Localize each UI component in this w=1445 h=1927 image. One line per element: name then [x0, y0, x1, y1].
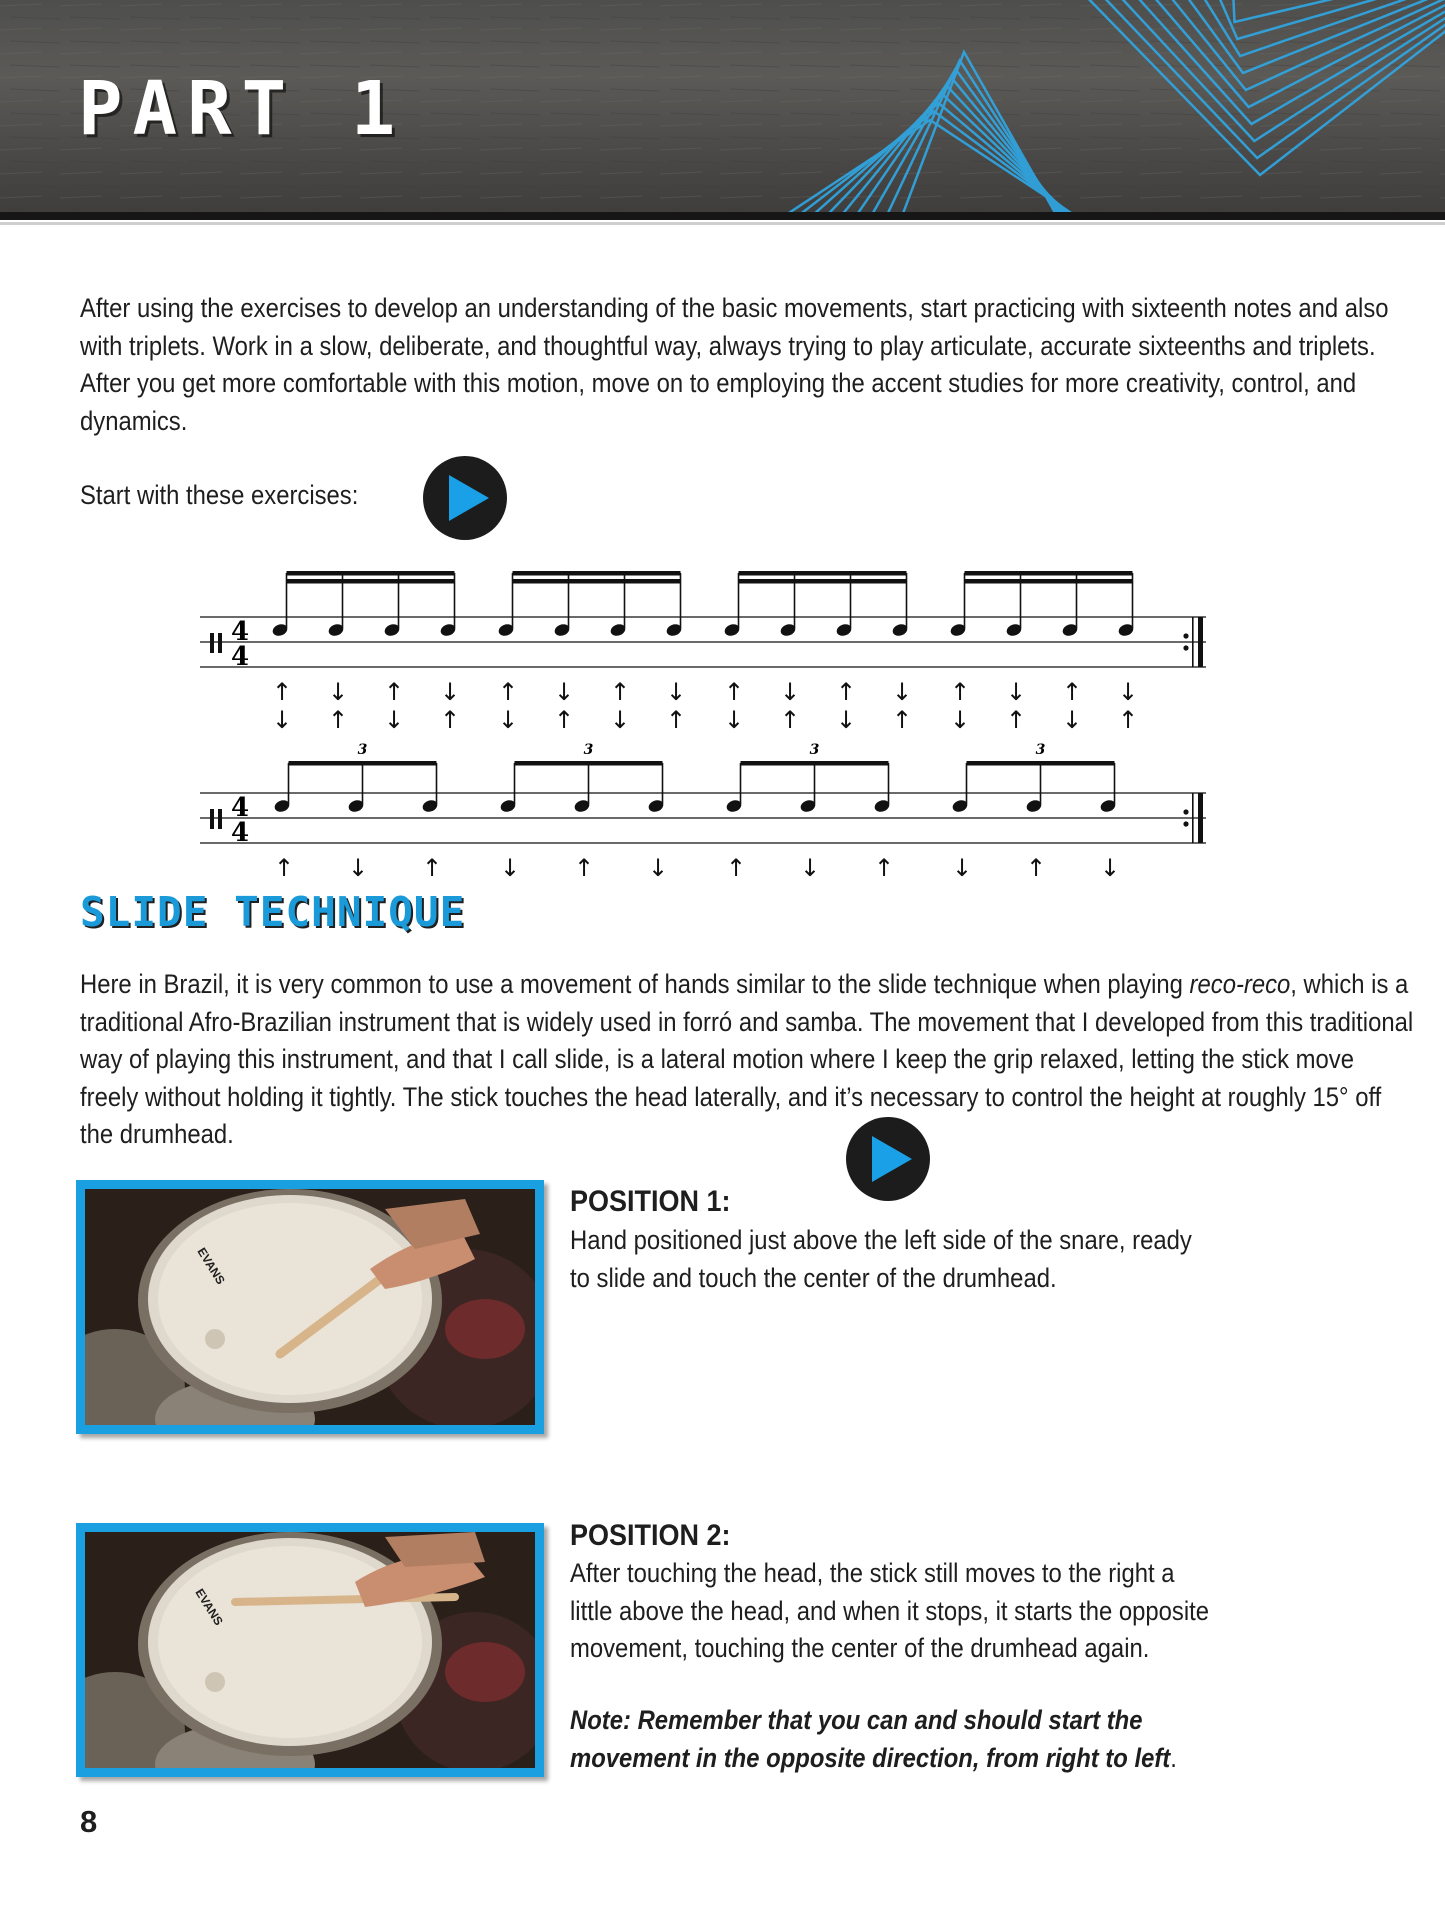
- sticking-arrow: ↑: [439, 706, 461, 734]
- beam: [967, 761, 1115, 766]
- sticking-arrow: ↓: [347, 854, 369, 882]
- sticking-arrow: ↓: [723, 706, 745, 734]
- sticking-arrow: ↓: [779, 678, 801, 706]
- page-title: PART 1: [78, 66, 406, 152]
- sticking-arrow: ↑: [1005, 706, 1027, 734]
- sticking-arrow: ↓: [799, 854, 821, 882]
- repeat-dot: [1183, 821, 1188, 826]
- slide-paragraph-start: Here in Brazil, it is very common to use a movement of hands similar to the slide technique when playing: [80, 969, 1190, 999]
- sticking-arrow: ↓: [327, 678, 349, 706]
- header-divider-light: [0, 222, 1445, 225]
- position-1-photo: [76, 1180, 544, 1434]
- drum-brand-label: EVANS: [192, 1586, 226, 1628]
- sticking-arrow: ↑: [1025, 854, 1047, 882]
- percussion-clef: [210, 633, 214, 653]
- beam: [515, 761, 663, 766]
- triplet-label: 3: [809, 742, 820, 758]
- play-icon: [872, 1136, 912, 1182]
- percussion-clef: [210, 809, 214, 829]
- sticking-arrow: ↓: [951, 854, 973, 882]
- triplet-label: 3: [583, 742, 594, 758]
- sticking-arrow: ↓: [271, 706, 293, 734]
- snare-drum-photo: [85, 1532, 535, 1768]
- beam: [513, 579, 681, 584]
- sticking-arrow: ↑: [723, 678, 745, 706]
- position-1-description: Hand positioned just above the left side of the snare, ready to slide and touch the center of the drumhead.: [570, 1225, 1192, 1293]
- triplet-label: 3: [1035, 742, 1046, 758]
- beam: [289, 761, 437, 766]
- note-paragraph: [570, 1702, 1243, 1777]
- sticking-arrow: ↓: [949, 706, 971, 734]
- time-signature-top: 4: [230, 793, 250, 823]
- beam: [513, 571, 681, 576]
- position-1-title: POSITION 1:: [570, 1185, 731, 1218]
- sticking-arrow: ↑: [891, 706, 913, 734]
- end-barline-thick: [1198, 793, 1203, 843]
- time-signature-bottom: 4: [230, 642, 250, 672]
- sticking-arrow: ↑: [271, 678, 293, 706]
- slide-paragraph-end: , which is a traditional Afro-Brazilian instrument that is widely used in forró and samba. The movement that I developed from this traditional way of playing this instrument, and that I call slide, is a lateral motion where I keep the grip relaxed, letting the stick move freely without holding it tightly. The stick touches the head laterally, and it’s necessary to control the height at roughly 15° off the drumhead.: [80, 969, 1414, 1149]
- sticking-arrow: ↓: [383, 706, 405, 734]
- sticking-arrow: ↓: [891, 678, 913, 706]
- end-barline-thin: [1192, 617, 1194, 667]
- sixteenth-note-staff: [200, 571, 1206, 672]
- instrument-name: reco-reco: [1189, 969, 1291, 999]
- header-divider: [0, 212, 1445, 220]
- sticking-arrow: ↑: [1117, 706, 1139, 734]
- sticking-arrow: ↑: [835, 678, 857, 706]
- sticking-arrow: ↑: [609, 678, 631, 706]
- beam: [287, 571, 455, 576]
- position-2-title: POSITION 2:: [570, 1519, 731, 1552]
- drum-brand-label: EVANS: [194, 1245, 228, 1287]
- position-2-description: After touching the head, the stick still moves to the right a little above the head, and when it stops, it starts the opposite movement, touching the center of the drumhead again.: [570, 1558, 1210, 1663]
- triplet-staff: [200, 742, 1206, 848]
- beam: [739, 579, 907, 584]
- sticking-arrow: ↑: [949, 678, 971, 706]
- slide-paragraph: [80, 966, 1414, 1154]
- sticking-arrow: ↑: [1061, 678, 1083, 706]
- end-barline-thin: [1192, 793, 1194, 843]
- sticking-arrow: ↓: [647, 854, 669, 882]
- sticking-arrow: ↑: [553, 706, 575, 734]
- beam: [287, 579, 455, 584]
- sticking-arrow: ↑: [273, 854, 295, 882]
- sticking-arrow: ↓: [1061, 706, 1083, 734]
- note-period: .: [1170, 1742, 1177, 1773]
- play-icon: [449, 475, 489, 521]
- sticking-arrow: ↑: [497, 678, 519, 706]
- triplet-label: 3: [357, 742, 368, 758]
- sticking-arrow: ↓: [497, 706, 519, 734]
- repeat-dot: [1183, 809, 1188, 814]
- sticking-arrow: ↓: [1117, 678, 1139, 706]
- start-exercises-label: Start with these exercises:: [80, 480, 359, 510]
- sticking-arrow: ↑: [573, 854, 595, 882]
- end-barline-thick: [1198, 617, 1203, 667]
- beam: [741, 761, 889, 766]
- time-signature-bottom: 4: [230, 818, 250, 848]
- sticking-arrow: ↓: [609, 706, 631, 734]
- sticking-arrow: ↓: [665, 678, 687, 706]
- note-text: Note: Remember that you can and should start the movement in the opposite direction, from right to left: [570, 1705, 1171, 1773]
- sticking-arrow: ↑: [327, 706, 349, 734]
- sticking-arrow: ↓: [553, 678, 575, 706]
- intro-paragraph: After using the exercises to develop an understanding of the basic movements, start practicing with sixteenth notes and also with triplets. Work in a slow, deliberate, and thoughtful way, always trying to play articulate, accurate sixteenths and triplets. After you get more comfortable with this motion, move on to employing the accent studies for more creativity, control, and dynamics.: [80, 293, 1389, 436]
- sticking-arrow: ↓: [439, 678, 461, 706]
- sticking-arrow: ↓: [1005, 678, 1027, 706]
- beam: [965, 571, 1133, 576]
- exercise-notation: [190, 555, 1230, 885]
- beam: [965, 579, 1133, 584]
- sticking-arrow: ↑: [383, 678, 405, 706]
- repeat-dot: [1183, 633, 1188, 638]
- page-number: 8: [80, 1804, 98, 1839]
- repeat-dot: [1183, 645, 1188, 650]
- sticking-arrow: ↑: [779, 706, 801, 734]
- time-signature-top: 4: [230, 617, 250, 647]
- sticking-arrow: ↑: [665, 706, 687, 734]
- sticking-arrow: ↓: [499, 854, 521, 882]
- play-video-button[interactable]: [846, 1117, 930, 1201]
- sticking-arrow: ↓: [835, 706, 857, 734]
- position-2-photo: [76, 1523, 544, 1777]
- snare-drum-photo: [85, 1189, 535, 1425]
- sticking-arrow: ↑: [725, 854, 747, 882]
- page-header: [0, 0, 1445, 218]
- sticking-arrow: ↓: [1099, 854, 1121, 882]
- section-title: SLIDE TECHNIQUE: [80, 888, 466, 936]
- play-video-button[interactable]: [423, 456, 507, 540]
- sticking-arrow: ↑: [873, 854, 895, 882]
- beam: [739, 571, 907, 576]
- sticking-arrow: ↑: [421, 854, 443, 882]
